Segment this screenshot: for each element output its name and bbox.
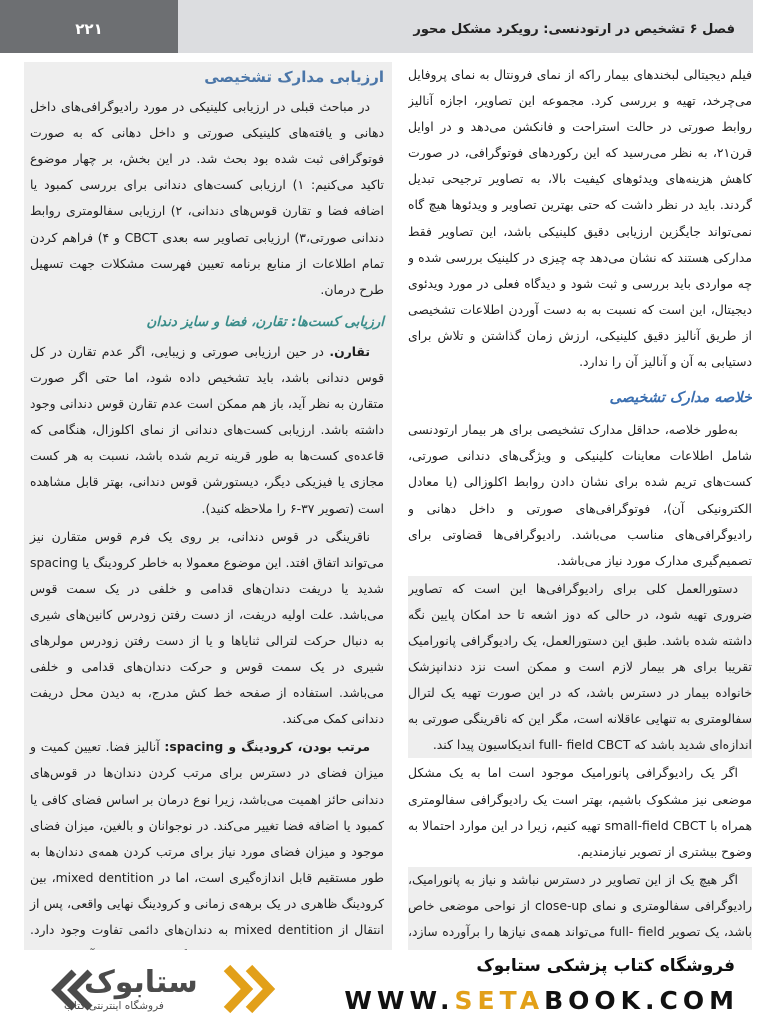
- logo-subtitle: فروشگاه اینترنتی کتاب: [64, 1000, 164, 1012]
- chapter-title-bar: [178, 0, 753, 53]
- paragraph-lead: مرتب بودن، کرودینگ و spacing:: [164, 739, 370, 755]
- paragraph: فیلم دیجیتالی لبخندهای بیمار راکه از نمای فرونتال به نمای پروفایل می‌چرخد، تهیه و بررسی کرد. مجموعه این تصاویر، اجازه آنالیز روابط صورتی در حالت استراحت و فانکشن می‌دهد و در اوایل قرن۲۱، به نظر می‌رسید که این رکوردهای فوتوگرافی، در صورت کاهش هزینه‌های ویدئوهای کیفیت بالا، به تصاویر ترجیحی تبدیل گردند. باید در نظر داشت که حتی بهترین تصاویر و ویدئوها هیچ گاه نمی‌تواند جایگزین ارزیابی دقیق کلینیکی باشد، این تصاویر فقط مدارکی هستند که نشان می‌دهد چه چیزی در کلینیک بررسی شده و چه مواردی باید بررسی و ثبت شود و دیدگاه فعلی در مورد ویدئوی دیجیتال، این است که نسبت به به دست آوردن اطلاعات تشخیصی از طریق آنالیز دقیق کلینیکی، ارزش زمان گذاشتن و تلاش برای دستیابی به آن و آنالیز آن را ندارد.: [408, 67, 752, 370]
- paragraph-body: در حین ارزیابی صورتی و زیبایی، اگر عدم تقارن در کل قوس دندانی باشد، باید تشخیص داده شود، اما حتی اگر صورت متقارن به نظر آید، باز هم ممکن است عدم تقارن قوس دندانی وجود داشته باشد. ارزیابی کست‌های دندانی از نمای اکلوزال، هنگامی که قاعده‌ی کست‌ها به طور قرینه تریم شده باشد، نسبت به هر کست مجازی یا فیزیکی دیگر، دیستورشن قوس دندانی، بهتر قابل مشاهده است (تصویر ۳۷-۶ را ملاحظه کنید).: [30, 343, 384, 516]
- paragraph: در مباحث قبلی در ارزیابی کلینیکی در مورد رادیوگرافی‌های داخل دهانی و یافته‌های کلینیکی صورتی و داخل دهانی که به صورت فوتوگرافی ثبت شده بود بحث شد. در این بخش، بر چهار موضوع تاکید می‌کنیم: ۱) ارزیابی کست‌های دندانی برای بررسی کمبود یا اضافه فضا و تقارن قوس‌های دندانی، ۲) ارزیابی سفالومتری روابط دندانی صورتی،۳) ارزیابی تصاویر سه بعدی CBCT و ۴) فراهم کردن تمام اطلاعات از منابع برنامه تعیین فهرست مشکلات جهت تسهیل طرح درمان.: [30, 99, 384, 297]
- paragraph-body: آنالیز فضا. تعیین کمیت و میزان فضای در دسترس برای مرتب کردن دندان‌ها در قوس‌های دندانی حائز اهمیت می‌باشد، زیرا نوع درمان بر اساس فضای کافی یا کمبود یا اضافه فضا تغییر می‌کند. در نوجوانان و بالغین، میزان فضای موجود و میزان فضای مورد نیاز برای مرتب کردن همه‌ی دندان‌ها به طور مستقیم قابل اندازه‌گیری است، اما در mixed dentition، بین کرودینگ ظاهری در یک برهه‌ی زمانی و کرودینگ نهایی واقعی، پس از انتقال از mixed dentition به دندان‌های دائمی تفاوت وجود دارد.: [30, 739, 384, 937]
- page-header: [0, 0, 775, 55]
- page-number-box: [0, 0, 178, 53]
- footer-banner: [0, 952, 775, 1023]
- section-heading-eval: ارزیابی مدارک تشخیصی: [204, 68, 384, 86]
- shop-url[interactable]: [344, 986, 739, 1015]
- url-accent: SETA: [454, 986, 545, 1015]
- header-edge: [753, 0, 775, 53]
- page-number: ۲۲۱: [75, 19, 103, 38]
- url-part: WWW.: [344, 986, 455, 1015]
- section-heading-summary: خلاصه مدارک تشخیصی: [609, 390, 752, 407]
- chevron-logo-icon: [221, 960, 279, 1018]
- subsection-heading-casts: ارزیابی کست‌ها: تقارن، فضا و سایز دندان: [146, 313, 384, 330]
- paragraph: اگر یک رادیوگرافی پانورامیک موجود است اما به یک مشکل موضعی نیز مشکوک باشیم، بهتر است یک رادیوگرافی سفالومتری همراه با small-field CBCT تهیه کنیم، زیرا در این موارد احتمالا به وضوح بیشتری از تصویر نیازمندیم.: [408, 765, 752, 859]
- url-part: BOOK.COM: [544, 986, 739, 1015]
- right-column: [408, 62, 752, 950]
- paragraph: به‌طور خلاصه، حداقل مدارک تشخیصی برای هر بیمار ارتودنسی شامل اطلاعات معاینات کلینیکی و ویژگی‌های دندانی صورتی، کست‌های تریم شده برای نشان دادن روابط اکلوزالی (یا معادل الکترونیکی آن)، فوتوگرافی‌های صورتی و داخل دهانی و رادیوگرافی‌های مناسب می‌باشد. رادیوگرافی‌ها قضاوتی برای تصمیم‌گیری مدارک مورد نیاز می‌باشد.: [408, 422, 752, 568]
- shop-name: فروشگاه کتاب پزشکی ستابوک: [476, 956, 735, 976]
- paragraph: ناقرینگی در قوس دندانی، بر روی یک فرم قوس متقارن نیز می‌تواند اتفاق افتد. این موضوع معمولا به خاطر کرودینگ یا spacing شدید یا دریفت دندان‌های قدامی و خلفی در یک سمت قوس می‌باشد. علت اولیه دریفت، از دست رفتن زودرس کانین‌های شیری به دنبال حرکت لترالی ثنایاها و یا از دست رفتن زودرس مولرهای شیری در یک سمت قوس و حرکت دندان‌های قدامی و خلفی می‌باشد. استفاده از صفحه خط کش مدرج، به دیدن محل دریفت دندانی کمک می‌کند.: [30, 528, 384, 727]
- chapter-title: فصل ۶ تشخیص در ارتودنسی: رویکرد مشکل محور: [413, 22, 735, 37]
- paragraph: اگر هیچ یک از این تصاویر در دسترس نباشد و نیاز به پانورامیک، رادیوگرافی سفالومتری و نمای close-up از نواحی موضعی خاص باشد، یک تصویر full- field می‌تواند همه‌ی نیازها را برآورده سازد،: [408, 867, 752, 950]
- paragraph: [30, 339, 384, 522]
- paragraph: [30, 734, 384, 950]
- left-column: [24, 62, 392, 950]
- logo-wordmark: ستابوک: [84, 965, 198, 1000]
- paragraph-lead: تقارن.: [329, 343, 370, 359]
- paragraph: دستورالعمل کلی برای رادیوگرافی‌ها این است که تصاویر ضروری تهیه شود، در حالی که دوز اشعه تا حد امکان پایین نگه داشته شده باشد. طبق این دستورالعمل، یک رادیوگرافی پانورامیک تقریبا برای هر بیمار لازم است و ممکن است نزد دندانپزشک خانواده بیمار در دسترس باشد، که در این صورت تهیه یک لترال سفالومتری به تنهایی عاقلانه است، مگر این که ناقرینگی صورتی به اندازه‌ای شدید باشد که full- field CBCT اندیکاسیون پیدا کند.: [408, 576, 752, 759]
